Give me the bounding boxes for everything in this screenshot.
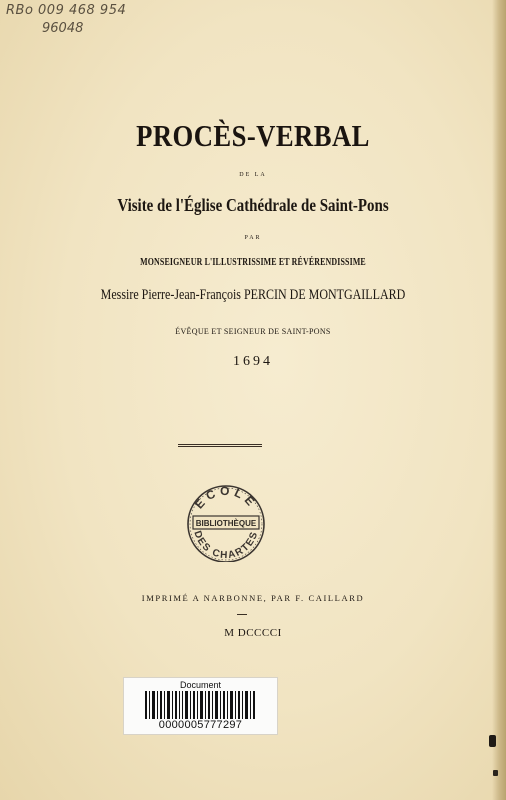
barcode-label [123,677,278,735]
stamp-bottom-text: DES CHARTES [191,529,261,562]
year: 1694 [233,354,273,369]
connector-de-la: DE LA [239,172,267,178]
short-dash [237,614,247,615]
subtitle: Visite de l'Église Cathédrale de Saint-Pons [117,195,389,215]
honorific-line: MONSEIGNEUR L'ILLUSTRISSIME ET RÉVÉRENDISSIME [140,256,366,268]
handwritten-shelfmark: RBo 009 468 954 [6,3,127,18]
barcode-number: 0000005777297 [158,719,243,731]
library-stamp [184,482,268,562]
author-name: Messire Pierre-Jean-François PERCIN DE MONTGAILLARD [100,287,406,303]
barcode-title: Document [179,680,222,690]
stamp-top-text: ECOLE [191,483,261,512]
decorative-rule [178,444,262,447]
imprint-line: IMPRIMÉ A NARBONNE, PAR F. CAILLARD [141,593,365,603]
page-title: PROCÈS-VERBAL [136,118,370,153]
binding-mark-icon [489,735,496,747]
handwritten-number: 96048 [42,21,84,36]
connector-par: PAR [244,235,262,241]
svg-text:ECOLE [192,484,260,512]
binding-mark-icon [493,770,498,776]
barcode-icon [145,691,255,719]
author-title: ÉVÊQUE ET SEIGNEUR DE SAINT-PONS [175,327,331,336]
svg-text:DES CHARTES [191,530,260,562]
page-edge-shadow [492,0,506,800]
stamp-center-text: BIBLIOTHÈQUE [195,519,257,528]
publication-year: M DCCCCI [224,627,282,639]
